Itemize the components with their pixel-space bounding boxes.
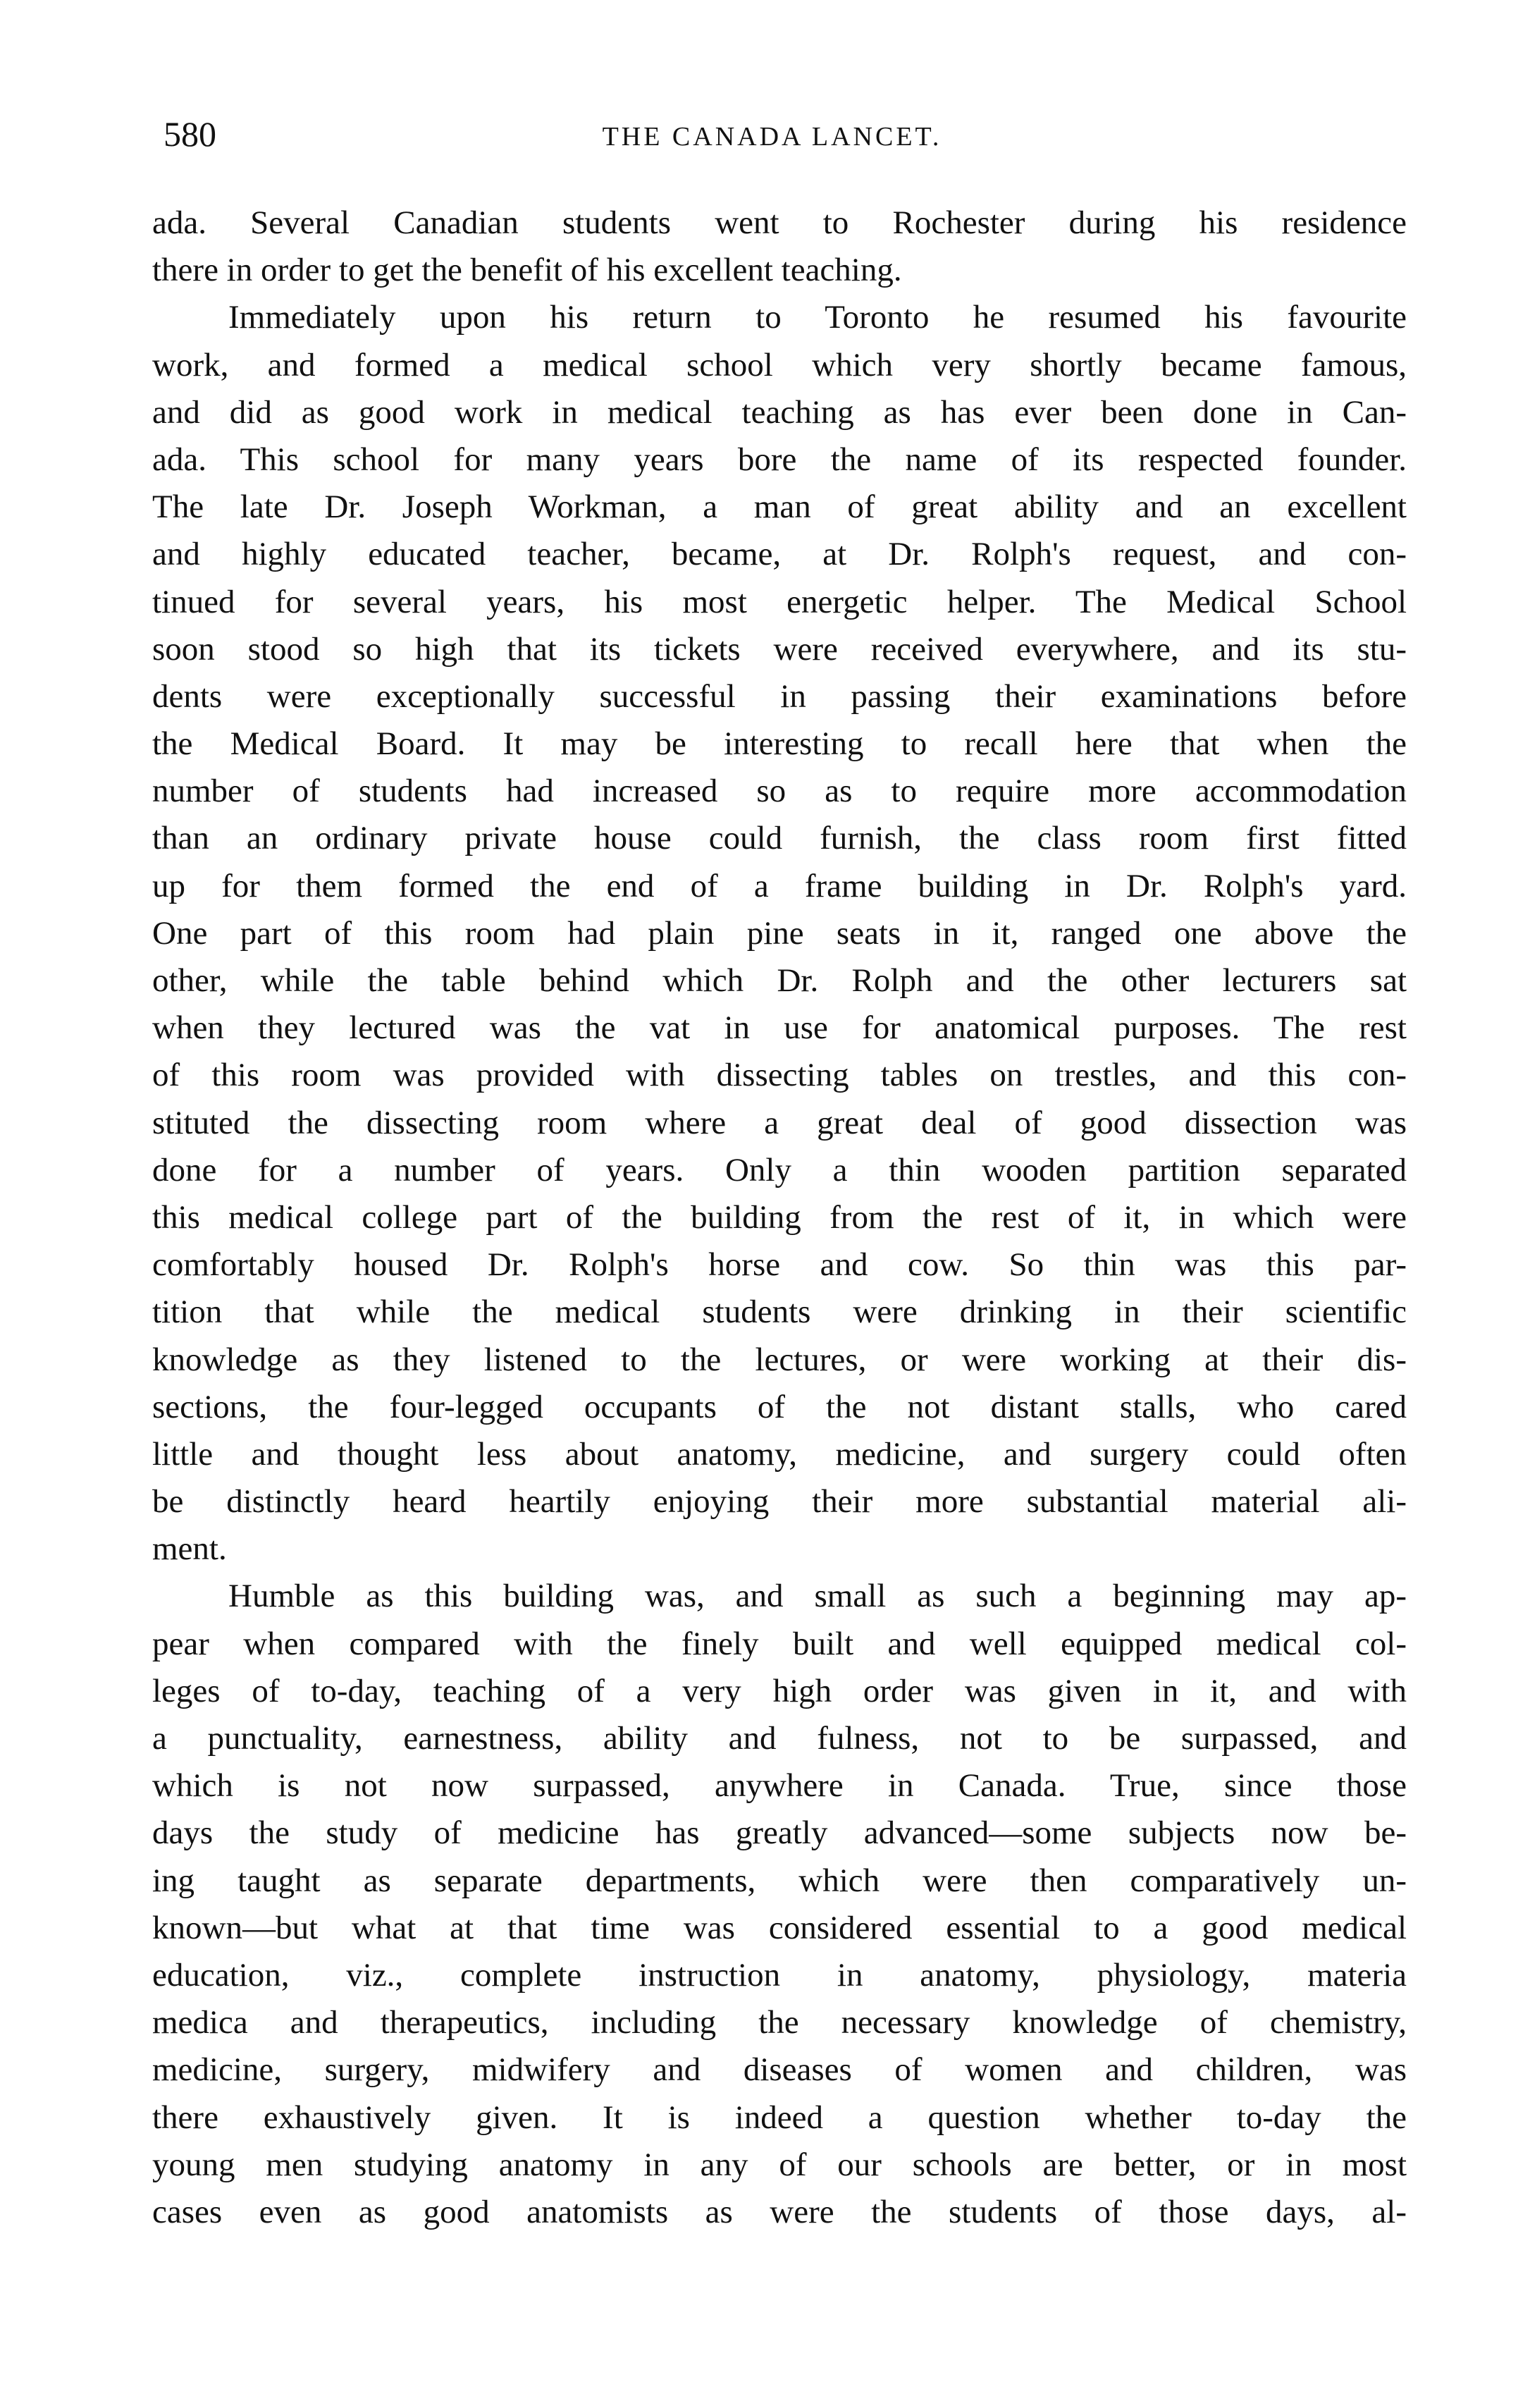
paragraph xyxy=(152,1573,1407,2236)
text-line: there exhaustively given. It is indeed a question whether to-day the xyxy=(152,2099,1407,2136)
article-body xyxy=(152,199,1407,2236)
text-line: and highly educated teacher, became, at Dr. Rolph's request, and con- xyxy=(152,536,1407,573)
text-line: work, and formed a medical school which very shortly became famous, xyxy=(152,346,1407,383)
text-line: be distinctly heard heartily enjoying their more substantial material ali- xyxy=(152,1483,1407,1521)
text-line: up for them formed the end of a frame building in Dr. Rolph's yard. xyxy=(152,867,1407,904)
page-number: 580 xyxy=(164,114,216,154)
text-line: days the study of medicine has greatly advanced—some subjects now be- xyxy=(152,1814,1407,1852)
text-line: tinued for several years, his most energetic helper. The Medical School xyxy=(152,583,1407,620)
text-line: ada. Several Canadian students went to Rochester during his residence xyxy=(152,204,1407,241)
text-line: pear when compared with the finely built and well equipped medical col- xyxy=(152,1625,1407,1662)
text-line: a punctuality, earnestness, ability and fulness, not to be surpassed, and xyxy=(152,1720,1407,1757)
text-line: leges of to-day, teaching of a very high order was given in it, and with xyxy=(152,1672,1407,1709)
text-line: young men studying anatomy in any of our schools are better, or in most xyxy=(152,2146,1407,2183)
text-line: ada. This school for many years bore the name of its respected founder. xyxy=(152,441,1407,478)
text-line: education, viz., complete instruction in anatomy, physiology, materia xyxy=(152,1956,1407,1994)
text-line: dents were exceptionally successful in passing their examinations before xyxy=(152,677,1407,715)
text-line: sections, the four-legged occupants of the not distant stalls, who cared xyxy=(152,1388,1407,1425)
text-line: ment. xyxy=(152,1530,227,1568)
paragraph xyxy=(152,294,1407,1573)
running-title: THE CANADA LANCET. xyxy=(602,122,942,152)
text-line: tition that while the medical students were drinking in their scientific xyxy=(152,1294,1407,1331)
text-line: The late Dr. Joseph Workman, a man of great ability and an excellent xyxy=(152,489,1407,526)
text-line: medica and therapeutics, including the necessary knowledge of chemistry, xyxy=(152,2004,1407,2041)
text-line: Humble as this building was, and small as such a beginning may ap- xyxy=(228,1578,1407,1615)
text-line: the Medical Board. It may be interesting to recall here that when the xyxy=(152,725,1407,763)
paragraph xyxy=(152,199,1407,294)
text-line: Immediately upon his return to Toronto he resumed his favourite xyxy=(228,299,1407,336)
text-line: comfortably housed Dr. Rolph's horse and cow. So thin was this par- xyxy=(152,1246,1407,1284)
text-line: of this room was provided with dissecting tables on trestles, and this con- xyxy=(152,1057,1407,1094)
text-line: little and thought less about anatomy, medicine, and surgery could often xyxy=(152,1435,1407,1473)
text-line: and did as good work in medical teaching as has ever been done in Can- xyxy=(152,393,1407,431)
text-line: cases even as good anatomists as were the students of those days, al- xyxy=(152,2193,1407,2230)
text-line: soon stood so high that its tickets were received everywhere, and its stu- xyxy=(152,630,1407,668)
text-line: other, while the table behind which Dr. Rolph and the other lecturers sat xyxy=(152,962,1407,999)
text-line: One part of this room had plain pine seats in it, ranged one above the xyxy=(152,914,1407,952)
text-line: done for a number of years. Only a thin wooden partition separated xyxy=(152,1151,1407,1188)
text-line: known—but what at that time was considered essential to a good medical xyxy=(152,1909,1407,1946)
text-line: when they lectured was the vat in use for anatomical purposes. The rest xyxy=(152,1009,1407,1047)
text-line: than an ordinary private house could furnish, the class room first fitted xyxy=(152,820,1407,857)
text-line: there in order to get the benefit of his excellent teaching. xyxy=(152,252,902,289)
text-line: medicine, surgery, midwifery and diseases of women and children, was xyxy=(152,2051,1407,2089)
text-line: ing taught as separate departments, which were then comparatively un- xyxy=(152,1862,1407,1899)
text-line: this medical college part of the building from the rest of it, in which were xyxy=(152,1198,1407,1236)
text-line: knowledge as they listened to the lectures, or were working at their dis- xyxy=(152,1341,1407,1378)
text-line: which is not now surpassed, anywhere in Canada. True, since those xyxy=(152,1767,1407,1805)
text-line: number of students had increased so as to require more accommodation xyxy=(152,773,1407,810)
text-line: stituted the dissecting room where a great deal of good dissection was xyxy=(152,1104,1407,1141)
